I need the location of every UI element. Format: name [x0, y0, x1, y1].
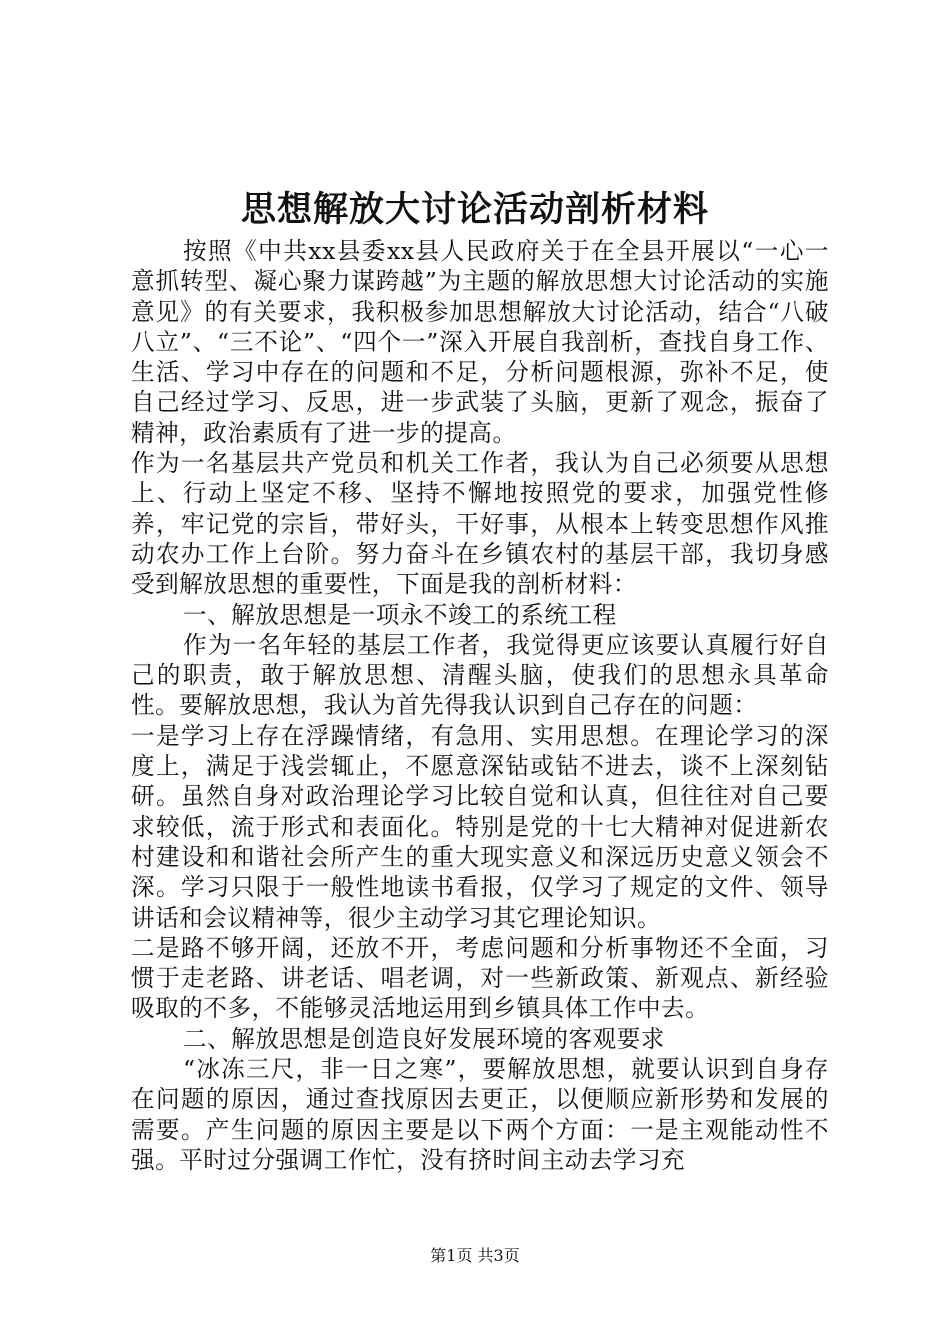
- paragraph-section-one: 作为一名年轻的基层工作者，我觉得更应该要认真履行好自己的职责，敢于解放思想、清醒头脑，使我们的思想永具革命性。要解放思想，我认为首先得我认识到自己存在的问题：: [131, 630, 829, 720]
- section-heading-two: 二、解放思想是创造良好发展环境的客观要求: [183, 1024, 665, 1053]
- paragraph-section-two: “冰冻三尺，非一日之寒”，要解放思想，就要认识到自身存在问题的原因，通过查找原因去更正，以便顺应新形势和发展的需要。产生问题的原因主要是以下两个方面：一是主观能动性不强。平时过分强调工作忙，没有挤时间主动去学习充: [131, 1055, 829, 1174]
- page-number: 第1页 共3页: [430, 1246, 520, 1265]
- document-body: [131, 236, 829, 1175]
- paragraph-problem-one: 一是学习上存在浮躁情绪，有急用、实用思想。在理论学习的深度上，满足于浅尝辄止，不愿意深钻或钻不进去，谈不上深刻钻研。虽然自身对政治理论学习比较自觉和认真，但往往对自己要求较低，流于形式和表面化。特别是党的十七大精神对促进新农村建设和和谐社会所产生的重大现实意义和深远历史意义领会不深。学习只限于一般性地读书看报，仅学习了规定的文件、领导讲话和会议精神等，很少主动学习其它理论知识。: [131, 721, 829, 932]
- document-title: 思想解放大讨论活动剖析材料: [240, 189, 709, 230]
- paragraph-problem-two: 二是路不够开阔，还放不开，考虑问题和分析事物还不全面，习惯于走老路、讲老话、唱老调，对一些新政策、新观点、新经验吸取的不多，不能够灵活地运用到乡镇具体工作中去。: [131, 933, 829, 1023]
- paragraph-intro: 按照《中共xx县委xx县人民政府关于在全县开展以“一心一意抓转型、凝心聚力谋跨越”为主题的解放思想大讨论活动的实施意见》的有关要求，我积极参加思想解放大讨论活动，结合“八破八立”、“三不论”、“四个一”深入开展自我剖析，查找自身工作、生活、学习中存在的问题和不足，分析问题根源，弥补不足，使自己经过学习、反思，进一步武装了头脑，更新了观念，振奋了精神，政治素质有了进一步的提高。: [131, 237, 829, 447]
- section-heading-one: 一、解放思想是一项永不竣工的系统工程: [183, 600, 617, 629]
- paragraph-commitment: 作为一名基层共产党员和机关工作者，我认为自己必须要从思想上、行动上坚定不移、坚持不懈地按照党的要求，加强党性修养，牢记党的宗旨，带好头，干好事，从根本上转变思想作风推动农办工作上台阶。努力奋斗在乡镇农村的基层干部，我切身感受到解放思想的重要性，下面是我的剖析材料：: [131, 449, 829, 599]
